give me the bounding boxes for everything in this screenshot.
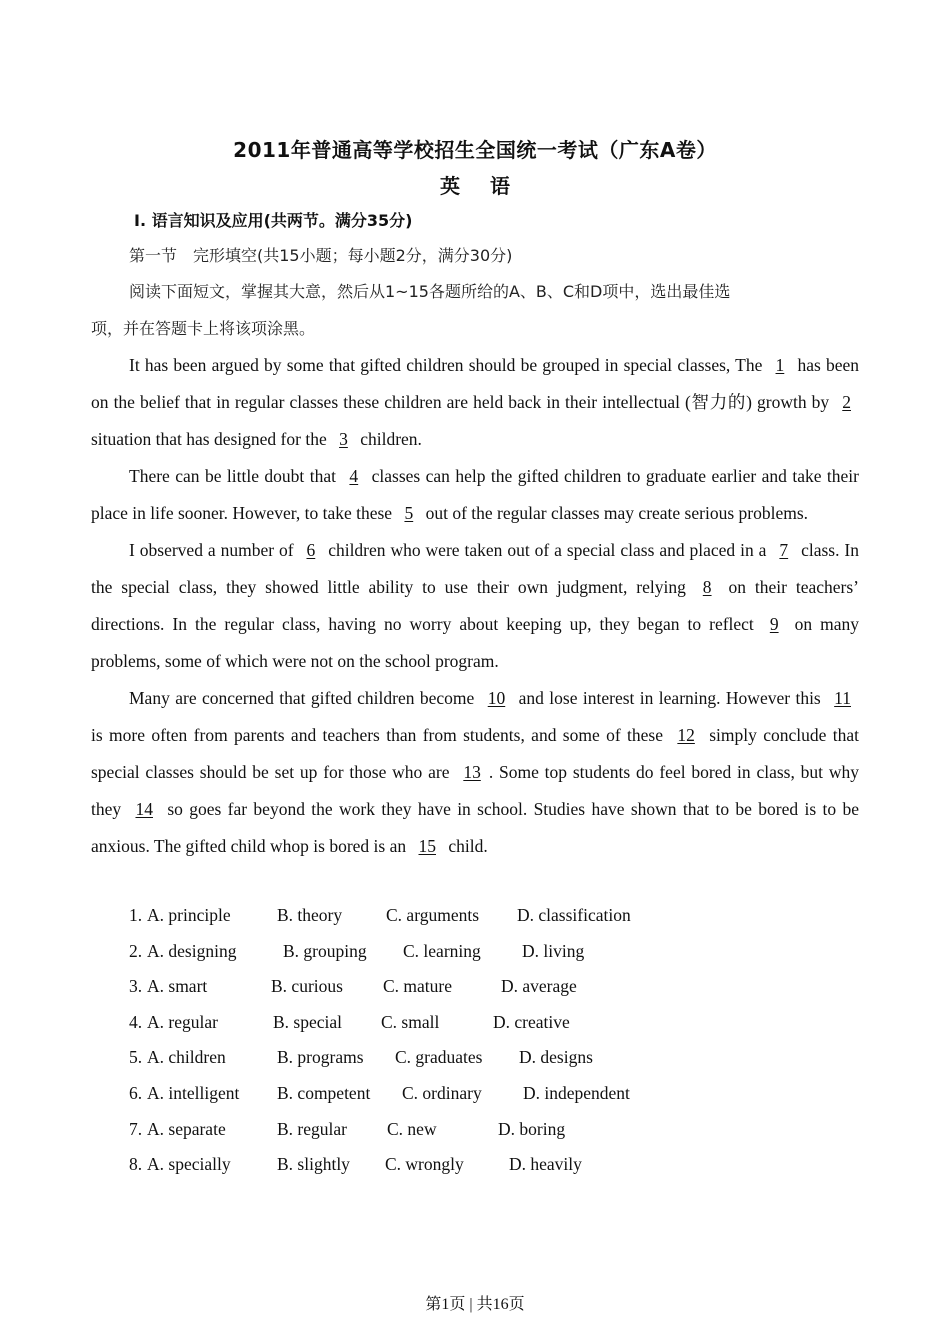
passage-text: simply conclude that special classes should be set up for those who are <box>91 725 859 782</box>
blank-14: 14 <box>135 799 153 819</box>
option-d: D. creative <box>493 1011 570 1032</box>
option-c: C. graduates <box>395 1047 483 1068</box>
option-a: A. principle <box>147 905 231 925</box>
passage-text: class. In the special class, they showed little ability to use their own judgment, relying <box>91 540 859 597</box>
instruction-line-2: 项，并在答题卡上将该项涂黑。 <box>91 319 316 338</box>
passage-text: I observed a number of <box>129 540 299 560</box>
question-number: 1. <box>129 905 143 925</box>
passage-text: It has been argued by some that gifted children should be grouped in special classes, The <box>129 355 768 375</box>
question-number: 4. <box>129 1011 143 1032</box>
passage-text: on their teachers’ directions. In the regular class, having no worry about keeping up, they began to reflect <box>91 577 859 634</box>
option-d: D. classification <box>517 905 631 925</box>
subject-heading: 英语 <box>440 174 540 198</box>
option-d: D. living <box>522 940 585 961</box>
option-c: C. arguments <box>386 905 480 925</box>
option-b: B. grouping <box>283 940 367 961</box>
blank-12: 12 <box>677 725 695 745</box>
section-heading: Ⅰ. 语言知识及应用(共两节。满分35分) <box>134 211 413 230</box>
question-number: 7. <box>129 1118 143 1139</box>
passage-text: classes can help the gifted children to graduate earlier and take their place in life sooner. However, to take these <box>91 466 859 523</box>
blank-10: 10 <box>487 688 506 708</box>
blank-2: 2 <box>842 392 851 412</box>
option-a: A. children <box>147 1047 226 1068</box>
option-a: A. specially <box>147 1154 231 1175</box>
blank-4: 4 <box>349 466 359 486</box>
passage-text: child. <box>444 836 488 856</box>
passage-text: is more often from parents and teachers than from students, and some of these <box>91 725 670 745</box>
passage-text: . Some top students do feel bored in class, but why they <box>91 762 859 819</box>
blank-3: 3 <box>339 429 348 449</box>
passage-text: out of the regular classes may create serious problems. <box>421 503 809 523</box>
passage-paragraph-1 <box>91 347 859 458</box>
passage-text: so goes far beyond the work they have in school. Studies have shown that to be bored is to be anxious. The gifted child whop is bored is an <box>91 799 859 856</box>
blank-9: 9 <box>769 614 779 634</box>
option-d: D. designs <box>519 1047 593 1068</box>
option-a: A. smart <box>147 976 208 997</box>
question-number: 6. <box>129 1082 143 1103</box>
passage-text: children. <box>355 429 422 449</box>
option-a: A. designing <box>147 940 237 961</box>
option-b: B. slightly <box>277 1154 350 1175</box>
blank-8: 8 <box>702 577 712 597</box>
passage-text: has been on the belief that in regular classes these children are held back in their intellectual (智力的) growth by <box>91 355 859 412</box>
passage-text: children who were taken out of a special class and placed in a <box>323 540 772 560</box>
option-b: B. curious <box>271 976 343 997</box>
passage-text: Many are concerned that gifted children become <box>129 688 480 708</box>
question-number: 5. <box>129 1047 143 1068</box>
option-c: C. new <box>387 1118 437 1139</box>
blank-15: 15 <box>418 836 436 856</box>
option-d: D. average <box>501 976 577 997</box>
blank-7: 7 <box>779 540 789 560</box>
option-b: B. competent <box>277 1082 371 1103</box>
option-c: C. learning <box>403 940 481 961</box>
option-a: A. intelligent <box>147 1082 240 1103</box>
option-d: D. independent <box>523 1082 630 1103</box>
page-number: 第1页 | 共16页 <box>425 1296 525 1313</box>
instruction-line-1: 阅读下面短文，掌握其大意，然后从1~15各题所给的A、B、C和D项中，选出最佳选 <box>129 282 731 301</box>
question-number: 3. <box>129 976 143 997</box>
blank-5: 5 <box>404 503 414 523</box>
option-c: C. mature <box>383 976 453 997</box>
blank-13: 13 <box>463 762 481 782</box>
passage-paragraph-4 <box>91 680 859 865</box>
passage-paragraph-3 <box>91 532 859 680</box>
passage-paragraph-2 <box>91 458 859 532</box>
passage-text: There can be little doubt that <box>129 466 342 486</box>
passage-text: situation that has designed for the <box>91 429 332 449</box>
blank-6: 6 <box>306 540 316 560</box>
option-d: D. boring <box>498 1118 566 1139</box>
passage-text: and lose interest in learning. However this <box>513 688 827 708</box>
option-c: C. wrongly <box>385 1154 464 1175</box>
page-title: 2011年普通高等学校招生全国统一考试（广东A卷） <box>233 138 717 162</box>
option-a: A. regular <box>147 1011 218 1032</box>
option-b: B. regular <box>277 1118 347 1139</box>
blank-1: 1 <box>775 355 785 375</box>
option-d: D. heavily <box>509 1154 582 1175</box>
option-c: C. small <box>381 1011 440 1032</box>
cloze-passage <box>91 347 859 865</box>
subsection-heading: 第一节 完形填空(共15小题；每小题2分，满分30分) <box>129 246 513 265</box>
question-number: 2. <box>129 940 143 961</box>
option-a: A. separate <box>147 1118 226 1139</box>
question-number: 8. <box>129 1154 143 1175</box>
option-b: B. special <box>273 1011 343 1032</box>
blank-11: 11 <box>834 688 851 708</box>
option-b: B. theory <box>277 905 343 925</box>
option-b: B. programs <box>277 1047 364 1068</box>
option-c: C. ordinary <box>402 1082 482 1103</box>
passage-text: on many problems, some of which were not on the school program. <box>91 614 859 671</box>
